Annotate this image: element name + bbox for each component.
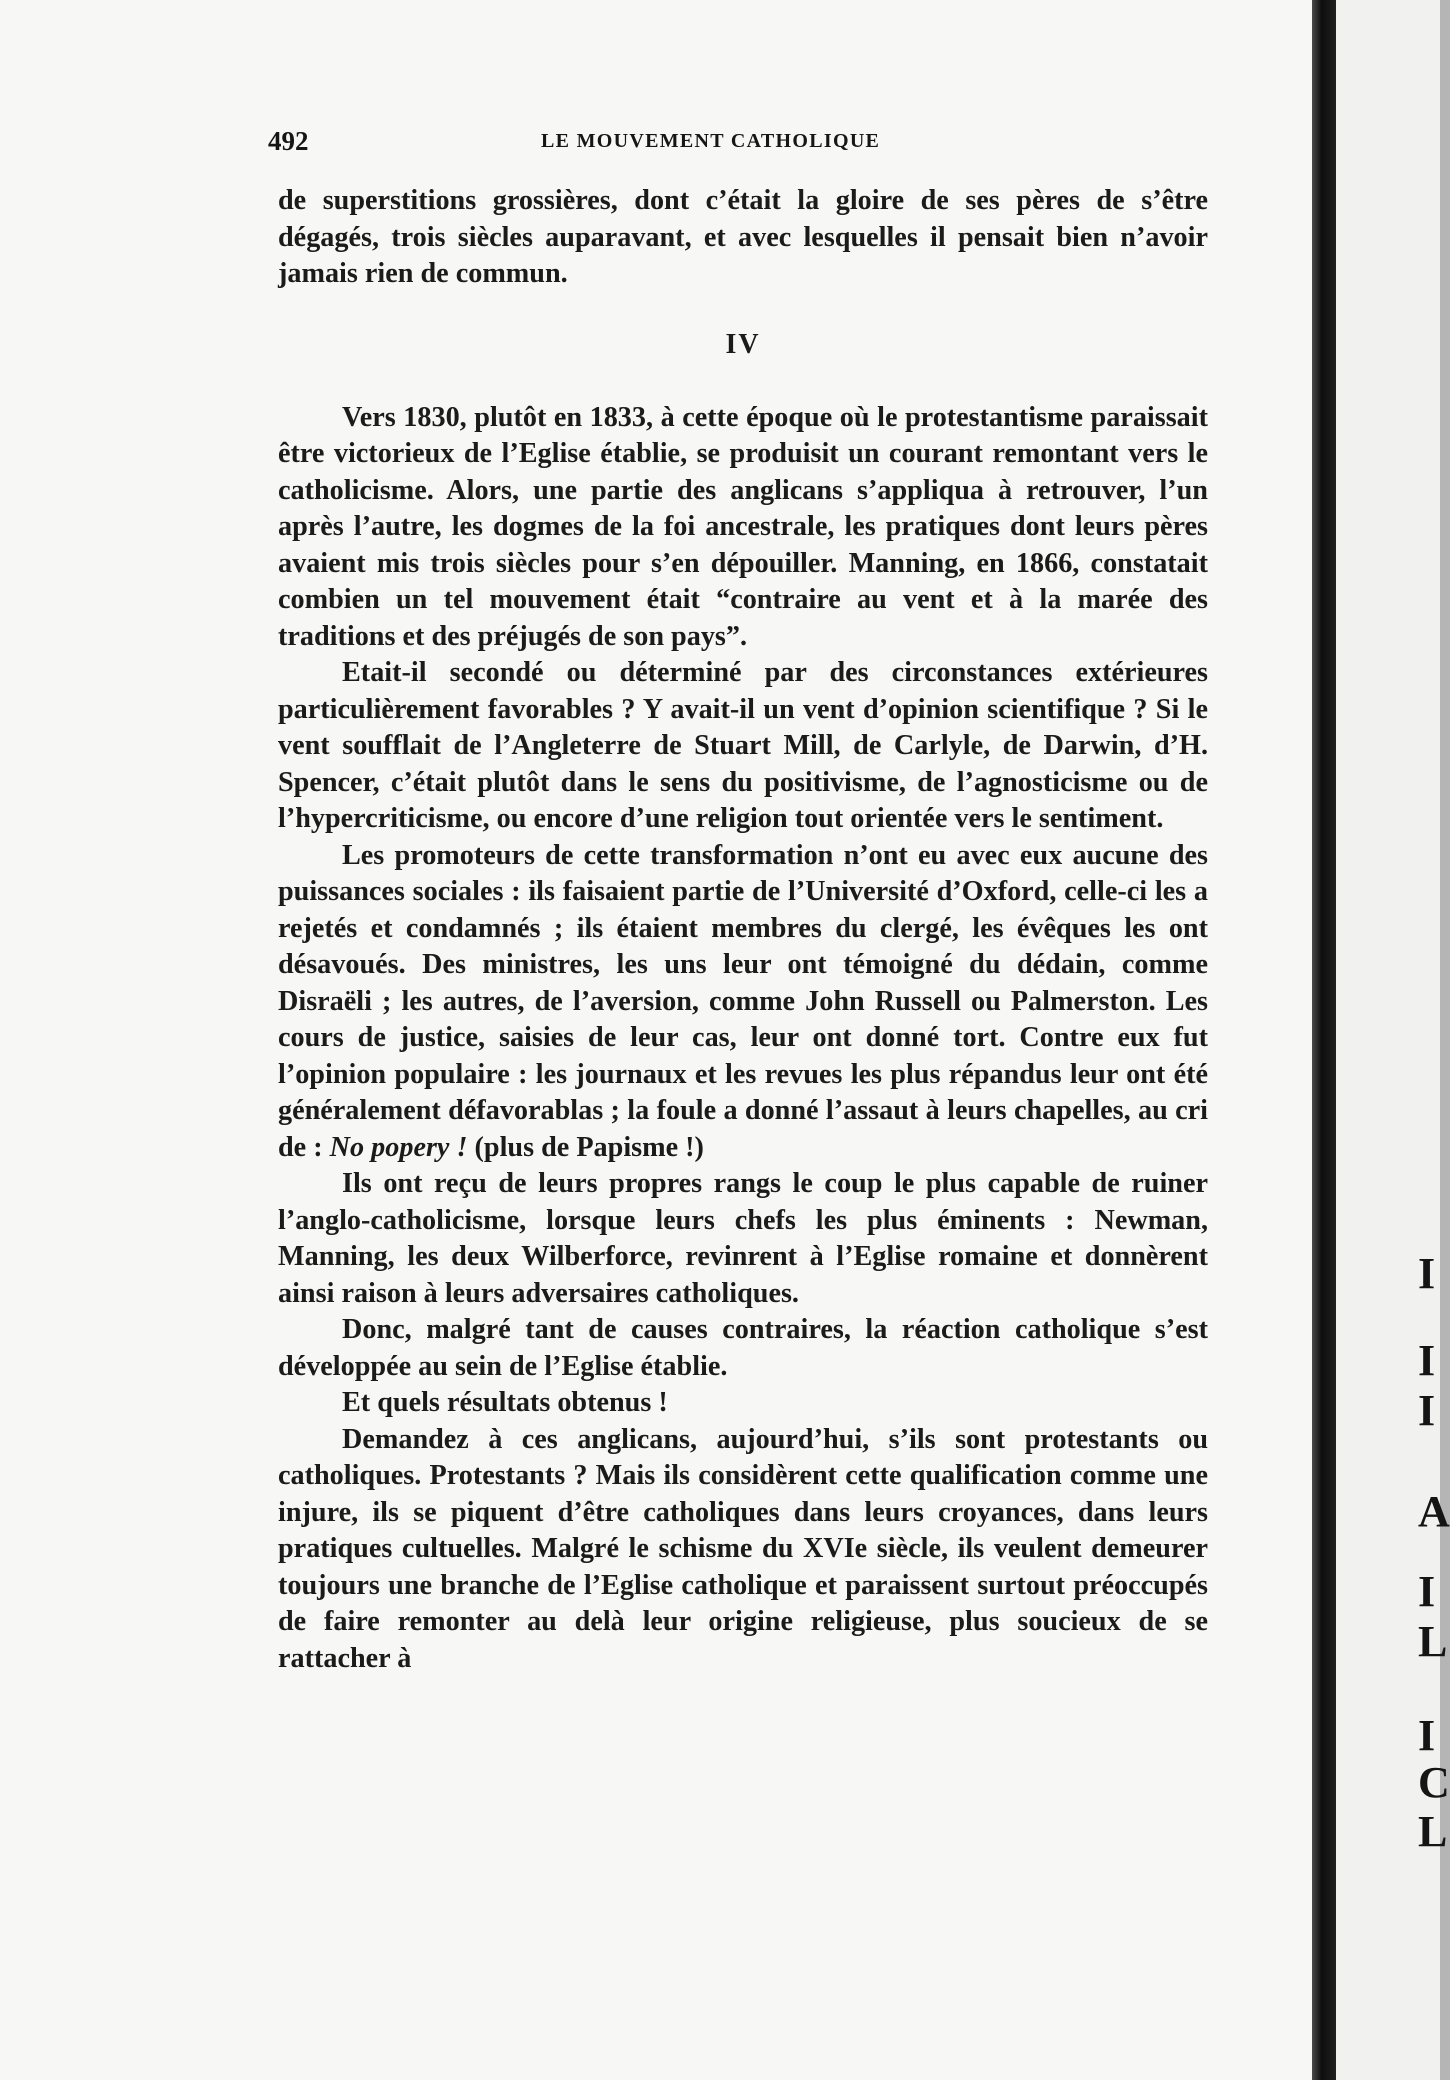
paragraph: Demandez à ces anglicans, aujourd’hui, s’ils sont protestants ou catholiques. Protestants ? Mais ils considèrent cette qualification comme une injure, ils se piquent d’être catholiques dans leurs croyances, dans leurs pratiques cultuelles. Malgré le schisme du XVIe siècle, ils veulent demeurer toujours une branche de l’Eglise catholique et paraissent surtout préoccupés de faire remonter au delà leur origine religieuse, plus soucieux de se rattacher à: [278, 1423, 1208, 1674]
facing-page-letter: A: [1418, 1487, 1450, 1536]
body-text: [278, 183, 1208, 1677]
paragraph: de superstitions grossières, dont c’était la gloire de ses pères de s’être dégagés, trois siècles auparavant, et avec lesquelles il pensait bien n’avoir jamais rien de commun.: [278, 185, 1208, 289]
italic-quote: No popery !: [329, 1131, 468, 1163]
facing-page-letter: I: [1418, 1249, 1436, 1298]
section-heading: IV: [725, 328, 761, 360]
facing-page-letter: L: [1418, 1617, 1448, 1666]
running-head: [268, 126, 1208, 166]
facing-page-letter: I: [1418, 1336, 1436, 1385]
running-title: LE MOUVEMENT CATHOLIQUE: [541, 130, 881, 152]
facing-page-letter: I: [1418, 1711, 1436, 1760]
facing-page-letter: I: [1418, 1567, 1436, 1616]
page-number: 492: [268, 126, 309, 156]
facing-page-letter: C: [1418, 1758, 1450, 1807]
paragraph: Etait-il secondé ou déterminé par des circonstances extérieures particulièrement favorables ? Y avait-il un vent d’opinion scientifique ? Si le vent soufflait de l’Angleterre de Stuart Mill, de Carlyle, de Darwin, d’H. Spencer, c’était plutôt dans le sens du positivisme, de l’agnosticisme ou de l’hypercriticisme, ou encore d’une religion tout orientée vers le sentiment.: [278, 657, 1208, 834]
facing-page-letter: L: [1418, 1807, 1448, 1856]
paragraph-text: Les promoteurs de cette transformation n’ont eu avec eux aucune des puissances sociales : ils faisaient partie de l’Université d’Oxford, celle-ci les a rejetés et condamnés ; ils étaient membres du clergé, les évêques les ont désavoués. Des ministres, les uns leur ont témoigné du dédain, comme Disraëli ; les autres, de l’aversion, comme John Russell ou Palmerston. Les cours de justice, saisies de leur cas, leur ont donné tort. Contre eux fut l’opinion populaire : les journaux et les revues les plus répandus leur ont été généralement défavorablas ; la foule a donné l’assaut à leurs chapelles, au cri de :: [278, 839, 1208, 1163]
paragraph: [278, 838, 1208, 1167]
paragraph: Ils ont reçu de leurs propres rangs le coup le plus capable de ruiner l’anglo-catholicisme, lorsque leurs chefs les plus éminents : Newman, Manning, les deux Wilberforce, revinrent à l’Eglise romaine et donnèrent ainsi raison à leurs adversaires catholiques.: [278, 1168, 1208, 1309]
quote-translation: (plus de Papisme !): [474, 1131, 704, 1163]
book-spine-shadow: [1312, 0, 1336, 2080]
paragraph: Vers 1830, plutôt en 1833, à cette époque où le protestantisme paraissait être victorieux de l’Eglise établie, se produisit un courant remontant vers le catholicisme. Alors, une partie des anglicans s’appliqua à retrouver, l’un après l’autre, les dogmes de la foi ancestrale, les pratiques dont leurs pères avaient mis trois siècles pour s’en dépouiller. Manning, en 1866, constatait combien un tel mouvement était “contraire au vent et à la marée des traditions et des préjugés de son pays”.: [278, 401, 1208, 652]
facing-page-edge: [1336, 0, 1450, 2080]
paragraph: Et quels résultats obtenus !: [342, 1387, 668, 1418]
facing-page-letter: I: [1418, 1386, 1436, 1435]
paragraph: Donc, malgré tant de causes contraires, la réaction catholique s’est développée au sein de l’Eglise établie.: [278, 1314, 1208, 1382]
